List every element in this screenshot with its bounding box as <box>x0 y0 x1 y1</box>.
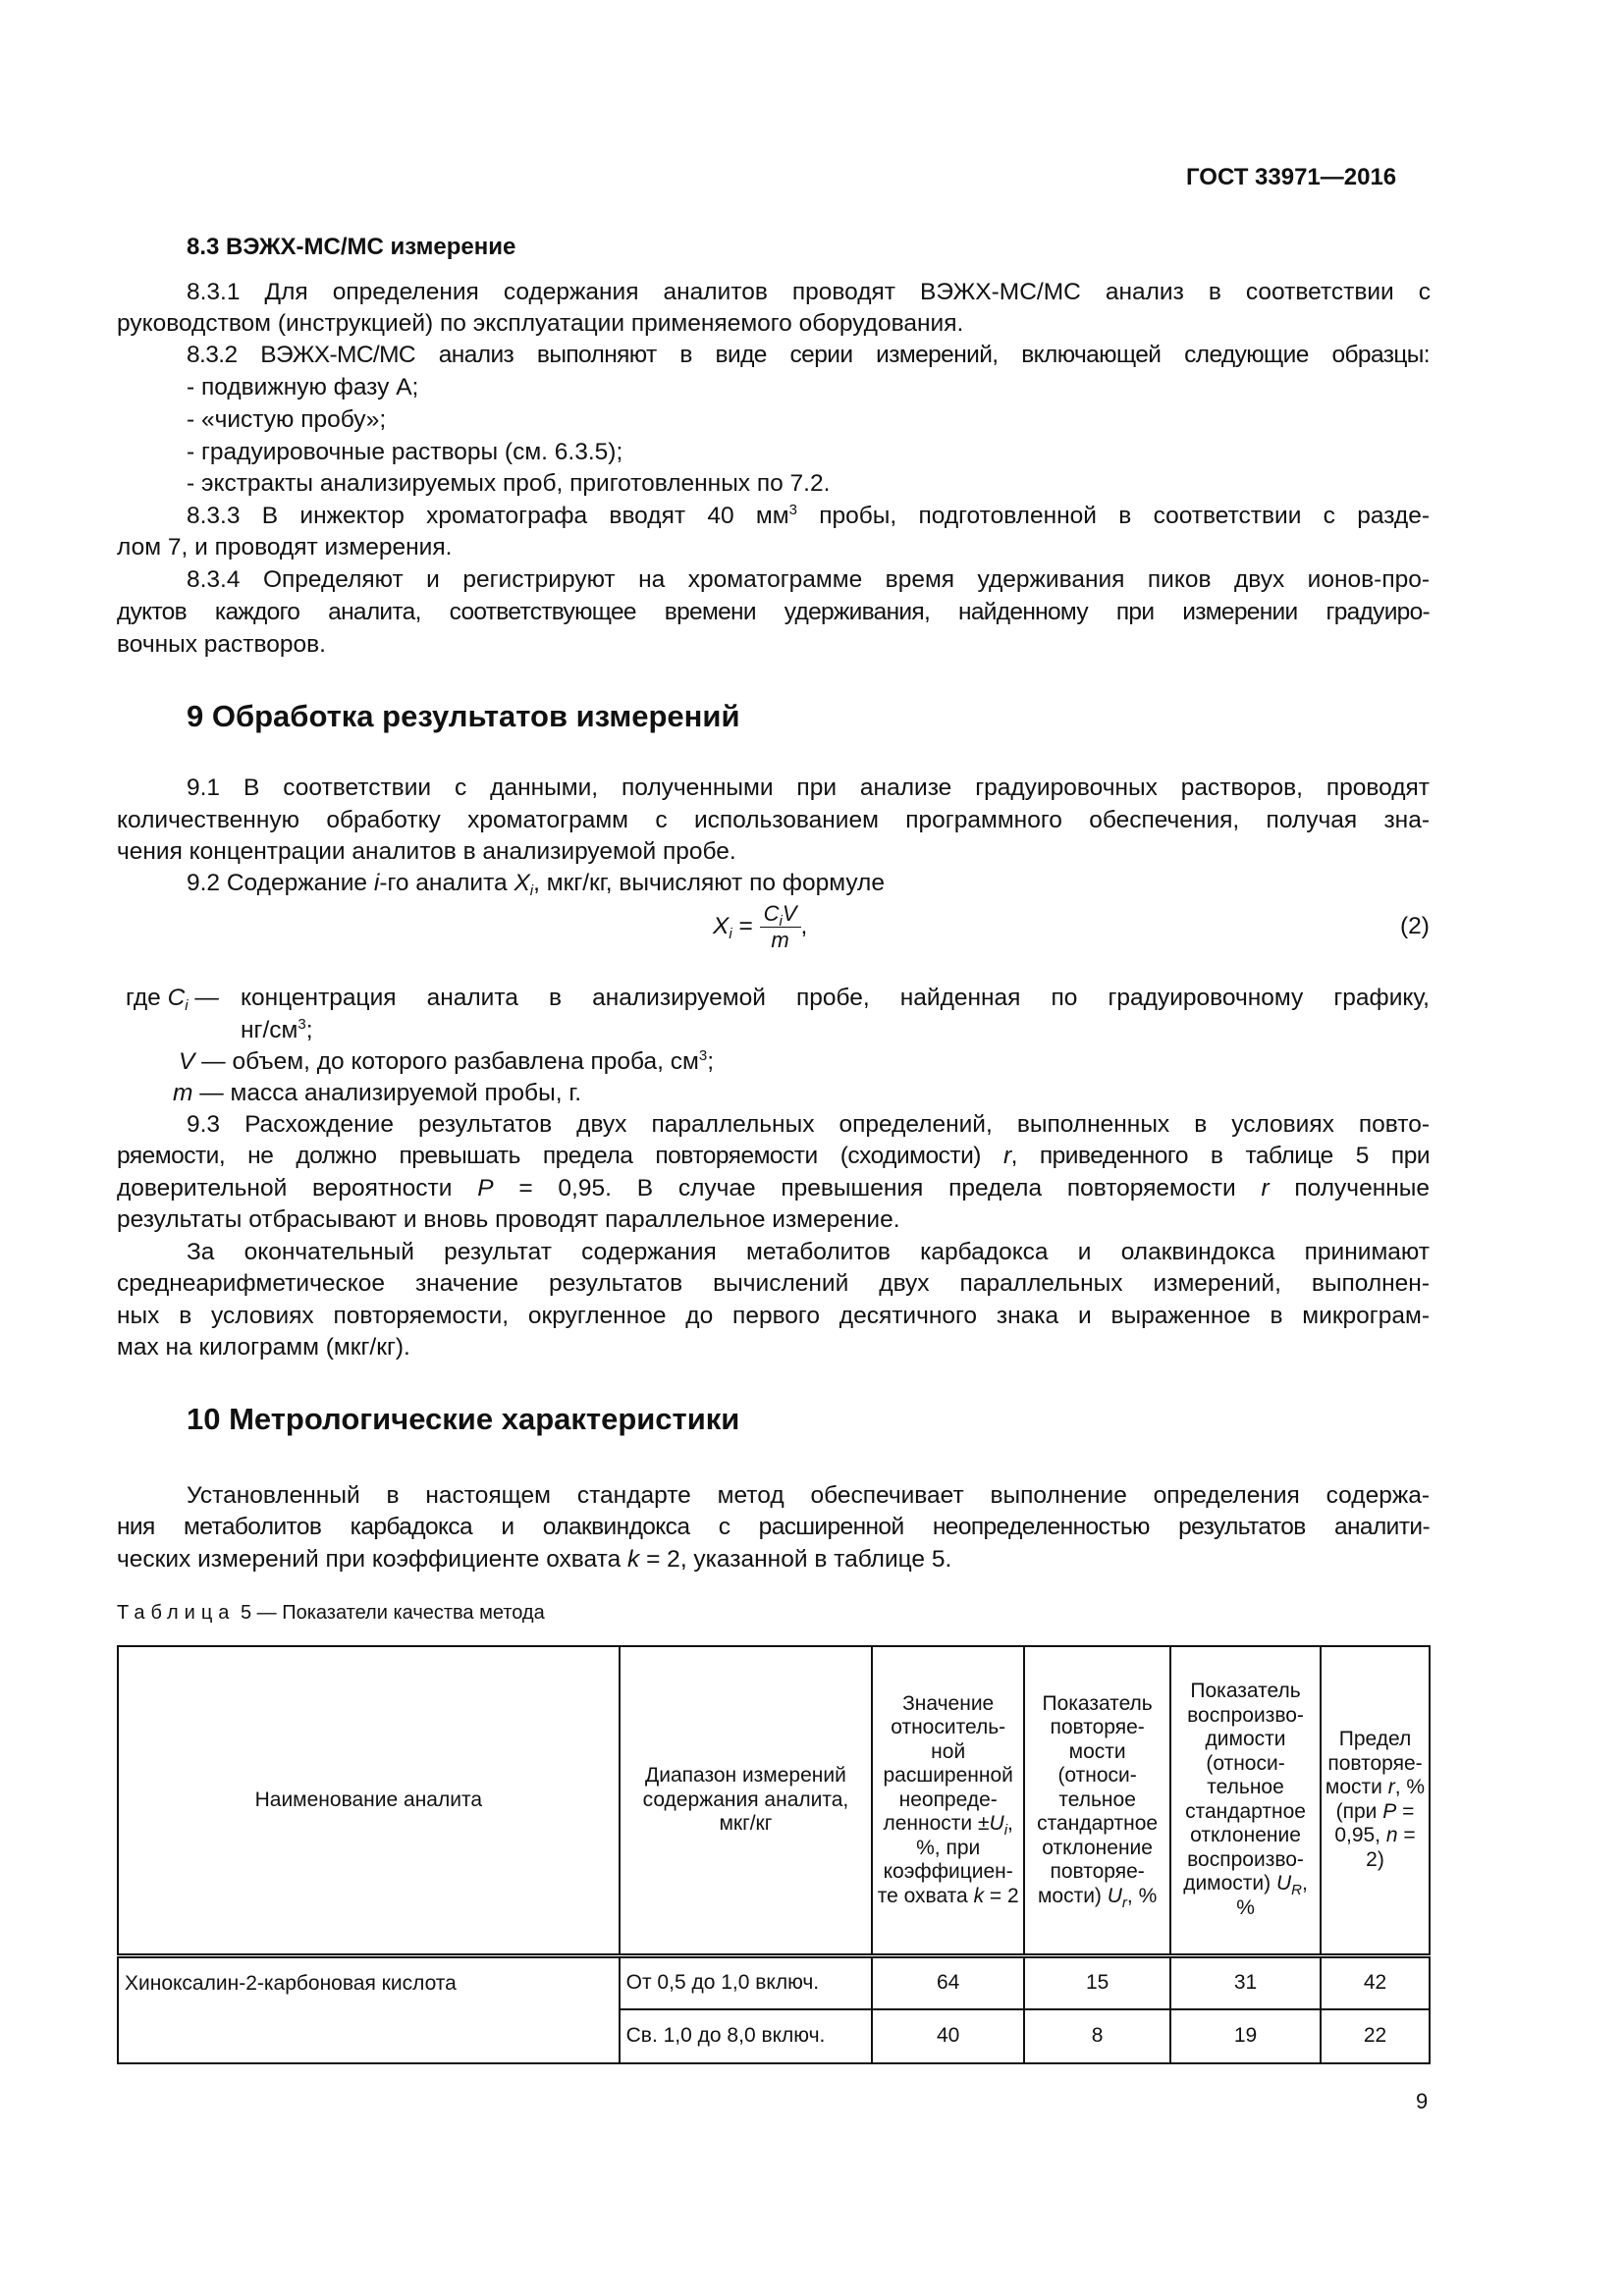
def-m: m — масса анализируемой пробы, г. <box>173 1080 582 1106</box>
para-9-3-line1: 9.3 Расхождение результатов двух параллельных определений, выполненных в условиях повто- <box>187 1111 1430 1138</box>
para-final-line1: За окончательный результат содержания метаболитов карбадокса и олаквиндокса принимают <box>187 1239 1430 1265</box>
para-9-3-line3: доверительной вероятности P = 0,95. В случае превышения предела повторяемости r полученные <box>117 1175 1430 1201</box>
col-header-repeatability: Показатель повторяе-мости (относи-тельное стандартное отклонение повторяе-мости) $U_r$, % <box>1024 1646 1170 1955</box>
para-9-3-line2: ряемости, не должно превышать предела повторяемости (сходимости) r, приведенного в таблице 5 при <box>117 1143 1430 1169</box>
para-8-3-3-line2: лом 7, и проводят измерения. <box>117 534 453 561</box>
cell-repeatability: 15 <box>1024 1955 1170 2009</box>
cell-uncertainty: 64 <box>872 1955 1024 2009</box>
para-8-3-3-line1: 8.3.3 В инжектор хроматографа вводят 40 $мм^3$ пробы, подготовленной в соответствии с разде- <box>187 502 1430 529</box>
page-number: 9 <box>1416 2089 1429 2113</box>
section-8-3-title: 8.3 ВЭЖХ-МС/МС измерение <box>187 234 516 260</box>
list-item: - «чистую пробу»; <box>187 406 387 433</box>
col-header-range: Диапазон измерений содержания аналита, мкг/кг <box>620 1646 873 1955</box>
formula-fraction: $\frac{C_iV}{m}$ <box>760 901 801 953</box>
para-8-3-1-line2: руководством (инструкцией) по эксплуатации применяемого оборудования. <box>117 310 964 337</box>
cell-uncertainty: 40 <box>872 2009 1024 2063</box>
para-8-3-2-line1: 8.3.2 ВЭЖХ-МС/МС анализ выполняют в виде серии измерений, включающей следующие образцы: <box>187 342 1430 368</box>
def-ci: концентрация аналита в анализируемой пробе, найденная по градуировочному графику, <box>241 985 1430 1011</box>
cell-analyte-name: Хиноксалин-2-карбоновая кислота <box>118 1955 620 2063</box>
para-9-1-line2: количественную обработку хроматограмм с использованием программного обеспечения, получая зна- <box>117 807 1430 833</box>
col-header-uncertainty: Значение относитель-ной расширенной неопреде-ленности $\pm U_i$, %, при коэффициен-те охвата k = 2 <box>872 1646 1024 1955</box>
para-9-3-line4: результаты отбрасывают и вновь проводят параллельное измерение. <box>117 1206 900 1233</box>
list-item: - подвижную фазу А; <box>187 374 419 400</box>
cell-range: Св. 1,0 до 8,0 включ. <box>620 2009 873 2063</box>
para-10-line2: ния метаболитов карбадокса и олаквиндокса с расширенной неопределенностью результатов аналити- <box>117 1514 1430 1540</box>
cell-reproducibility: 19 <box>1170 2009 1321 2063</box>
para-10-line3: ческих измерений при коэффициенте охвата k = 2, указанной в таблице 5. <box>117 1546 952 1573</box>
para-9-1-line1: 9.1 В соответствии с данными, полученными при анализе градуировочных растворов, проводят <box>187 774 1430 801</box>
section-9-title: 9 Обработка результатов измерений <box>187 699 740 733</box>
cell-reproducibility: 31 <box>1170 1955 1321 2009</box>
para-final-line4: мах на килограмм (мкг/кг). <box>117 1334 410 1361</box>
formula-number: (2) <box>1400 913 1430 939</box>
cell-repeatability: 8 <box>1024 2009 1170 2063</box>
table-header-row <box>118 1646 1430 1955</box>
list-item: - экстракты анализируемых проб, приготовленных по 7.2. <box>187 470 831 497</box>
para-9-2: 9.2 Содержание i-го аналита $X_i$, мкг/кг, вычисляют по формуле <box>187 870 885 899</box>
para-8-3-4-line2: дуктов каждого аналита, соответствующее времени удерживания, найденному при измерении градуиро- <box>117 599 1430 625</box>
table-row <box>118 1955 1430 2009</box>
cell-repeatability-limit: 22 <box>1321 2009 1430 2063</box>
table-caption: Таблица 5 — Показатели качества метода <box>117 1602 545 1624</box>
col-header-repeatability-limit: Предел повторяе-мости r, % (при P = 0,95, n = 2) <box>1321 1646 1430 1955</box>
col-header-reproducibility: Показатель воспроизво-димости (относи-тельное стандартное отклонение воспроизво-димости) $U_R$, % <box>1170 1646 1321 1955</box>
formula-2: $X_i$ = $\frac{C_iV}{m}$ , <box>713 901 808 952</box>
def-v: V — объем, до которого разбавлена проба, $см^3$; <box>179 1047 715 1075</box>
list-item: - градуировочные растворы (см. 6.3.5); <box>187 439 623 465</box>
para-9-1-line3: чения концентрации аналитов в анализируемой пробе. <box>117 838 736 865</box>
cell-repeatability-limit: 42 <box>1321 1955 1430 2009</box>
where-lead: где $C_i$ — <box>126 985 219 1014</box>
para-final-line2: среднеарифметическое значение результатов вычислений двух параллельных измерений, выполнен- <box>117 1270 1430 1297</box>
table-5 <box>117 1645 1431 2064</box>
col-header-analyte: Наименование аналита <box>118 1646 620 1955</box>
cell-range: От 0,5 до 1,0 включ. <box>620 1955 873 2009</box>
para-8-3-4-line3: вочных растворов. <box>117 631 326 658</box>
para-10-line1: Установленный в настоящем стандарте метод обеспечивает выполнение определения содержа- <box>187 1482 1430 1509</box>
document-code: ГОСТ 33971—2016 <box>1186 164 1397 190</box>
para-8-3-4-line1: 8.3.4 Определяют и регистрируют на хроматограмме время удерживания пиков двух ионов-про- <box>187 566 1430 593</box>
para-final-line3: ных в условиях повторяемости, округленное до первого десятичного знака и выраженное в микрограм- <box>117 1303 1430 1329</box>
def-ci-unit: $нг/см^3$; <box>241 1016 313 1043</box>
para-8-3-1-line1: 8.3.1 Для определения содержания аналитов проводят ВЭЖХ-МС/МС анализ в соответствии с <box>187 279 1431 305</box>
section-10-title: 10 Метрологические характеристики <box>187 1402 740 1436</box>
